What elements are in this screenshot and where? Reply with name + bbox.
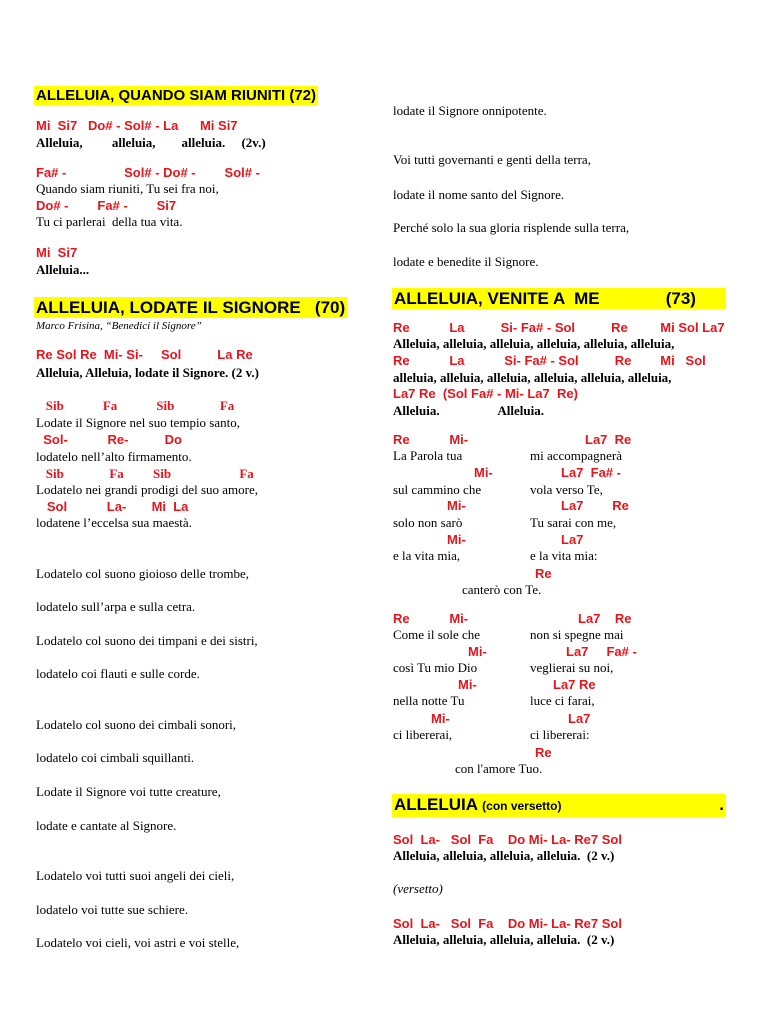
lyric-line: Come il sole che — [393, 627, 481, 642]
chord-line: Sib Fa Sib Fa — [36, 466, 254, 481]
chord-line: Re La Si- Fa# - Sol Re Mi Sol — [393, 353, 706, 368]
chord-line: La7 Fa# - — [561, 465, 621, 480]
chord-line: La7 Fa# - — [566, 644, 637, 659]
chord-line: Mi- — [458, 677, 477, 692]
lyric-line: lodate il Signore onnipotente. — [393, 103, 547, 118]
chord-line: Mi- — [474, 465, 493, 480]
lyric-line: sul cammino che — [393, 482, 482, 497]
lyric-line: Perché solo la sua gloria risplende sulla terra, — [393, 220, 630, 235]
song-title-quando-siam-riuniti: ALLELUIA, QUANDO SIAM RIUNITI (72) — [36, 87, 316, 104]
lyric-line: con l'amore Tuo. — [455, 761, 543, 776]
lyric-line: La Parola tua — [393, 448, 463, 463]
chord-line: Sol- Re- Do — [36, 432, 182, 447]
versetto-label: (versetto) — [393, 881, 443, 896]
lyric-line: solo non sarò — [393, 515, 463, 530]
chord-line: Sol La- Mi La — [36, 499, 189, 514]
lyric-line: Lodatelo col suono dei timpani e dei sistri, — [36, 633, 258, 648]
lyric-line: Tu sarai con me, — [530, 515, 617, 530]
lyric-line: veglierai su noi, — [530, 660, 614, 675]
lyric-line: lodate e benedite il Signore. — [393, 254, 539, 269]
lyric-line: Alleluia. Alleluia. — [393, 403, 544, 418]
lyric-line: lodatelo coi cimbali squillanti. — [36, 750, 195, 765]
chord-line: Mi Si7 Do# - Sol# - La Mi Si7 — [36, 118, 238, 133]
lyric-line: Quando siam riuniti, Tu sei fra noi, — [36, 181, 219, 196]
chord-line: Do# - Fa# - Si7 — [36, 198, 177, 213]
lyric-line: Alleluia, Alleluia, lodate il Signore. (2 v.) — [36, 365, 259, 380]
chord-line: Re La Si- Fa# - Sol Re Mi Sol La7 — [393, 320, 725, 335]
chord-line: Mi- — [447, 532, 466, 547]
lyric-line: Voi tutti governanti e genti della terra, — [393, 152, 591, 167]
chord-line: Mi Si7 — [36, 245, 78, 260]
chord-line: Mi- — [447, 498, 466, 513]
chord-line: Sol La- Sol Fa Do Mi- La- Re7 Sol — [393, 832, 622, 847]
song-title-subtitle: (con versetto) — [482, 799, 562, 813]
lyric-line: lodatelo voi tutte sue schiere. — [36, 902, 188, 917]
lyric-line: Alleluia, alleluia, alleluia. (2v.) — [36, 135, 266, 150]
lyric-line: Alleluia, alleluia, alleluia, alleluia. (2 v.) — [393, 848, 615, 863]
chord-line: La7 Re — [585, 432, 632, 447]
lyric-line: Alleluia, alleluia, alleluia, alleluia. (2 v.) — [393, 932, 615, 947]
lyric-line: canterò con Te. — [462, 582, 542, 597]
chord-line: Re Sol Re Mi- Si- Sol La Re — [36, 347, 253, 362]
lyric-line: Lodatelo col suono gioioso delle trombe, — [36, 566, 250, 581]
chord-line: La7 — [561, 532, 584, 547]
lyric-line: lodatelo nell’alto firmamento. — [36, 449, 192, 464]
lyric-line: lodatelo coi flauti e sulle corde. — [36, 666, 200, 681]
song-title-alleluia-con-versetto — [392, 794, 726, 817]
lyric-line: Lodate il Signore nel suo tempio santo, — [36, 415, 240, 430]
lyric-line: ci libererai, — [393, 727, 453, 742]
lyric-line: ci libererai: — [530, 727, 590, 742]
chord-line: Re — [535, 566, 552, 581]
chord-line: Mi- — [468, 644, 487, 659]
lyric-line: lodatelo sull’arpa e sulla cetra. — [36, 599, 196, 614]
lyric-line: Alleluia, alleluia, alleluia, alleluia, alleluia, alleluia, — [393, 336, 675, 351]
song-title-venite-a-me: ALLELUIA, VENITE A ME (73) — [392, 288, 726, 309]
chord-line: Fa# - Sol# - Do# - Sol# - — [36, 165, 260, 180]
lyric-line: e la vita mia: — [530, 548, 598, 563]
lyric-line: mi accompagnerà — [530, 448, 623, 463]
song-title-main: ALLELUIA — [394, 795, 478, 814]
song-title-lodate-il-signore: ALLELUIA, LODATE IL SIGNORE (70) — [36, 298, 346, 317]
lyric-line: Lodatelo col suono dei cimbali sonori, — [36, 717, 237, 732]
chord-line: La7 — [568, 711, 591, 726]
lyric-line: Lodatelo nei grandi prodigi del suo amore, — [36, 482, 259, 497]
song-title-end: . — [719, 795, 724, 814]
chord-line: Re — [535, 745, 552, 760]
lyric-line: lodate il nome santo del Signore. — [393, 187, 565, 202]
lyric-line: Alleluia... — [36, 262, 90, 277]
lyric-line: nella notte Tu — [393, 693, 465, 708]
lyric-line: non si spegne mai — [530, 627, 624, 642]
chord-line: La7 Re (Sol Fa# - Mi- La7 Re) — [393, 386, 578, 401]
lyric-line: Lodatelo voi cieli, voi astri e voi stelle, — [36, 935, 240, 950]
song-author: Marco Frisina, “Benedici il Signore” — [36, 320, 202, 332]
lyric-line: così Tu mio Dio — [393, 660, 478, 675]
lyric-line: Tu ci parlerai della tua vita. — [36, 214, 183, 229]
lyric-line: lodate e cantate al Signore. — [36, 818, 177, 833]
lyric-line: luce ci farai, — [530, 693, 595, 708]
chord-line: Re Mi- — [393, 432, 469, 447]
chord-line: La7 Re — [553, 677, 596, 692]
chord-line: La7 Re — [561, 498, 629, 513]
lyric-line: alleluia, alleluia, alleluia, alleluia, alleluia, alleluia, — [393, 370, 672, 385]
lyric-line: e la vita mia, — [393, 548, 461, 563]
chord-line: Sol La- Sol Fa Do Mi- La- Re7 Sol — [393, 916, 622, 931]
chord-line: Sib Fa Sib Fa — [36, 398, 235, 413]
chord-line: Mi- — [431, 711, 450, 726]
chord-line: Re Mi- — [393, 611, 469, 626]
lyric-line: vola verso Te, — [530, 482, 603, 497]
lyric-line: Lodatelo voi tutti suoi angeli dei cieli, — [36, 868, 235, 883]
lyric-line: lodatene l’eccelsa sua maestà. — [36, 515, 192, 530]
lyric-line: Lodate il Signore voi tutte creature, — [36, 784, 221, 799]
chord-line: La7 Re — [578, 611, 632, 626]
